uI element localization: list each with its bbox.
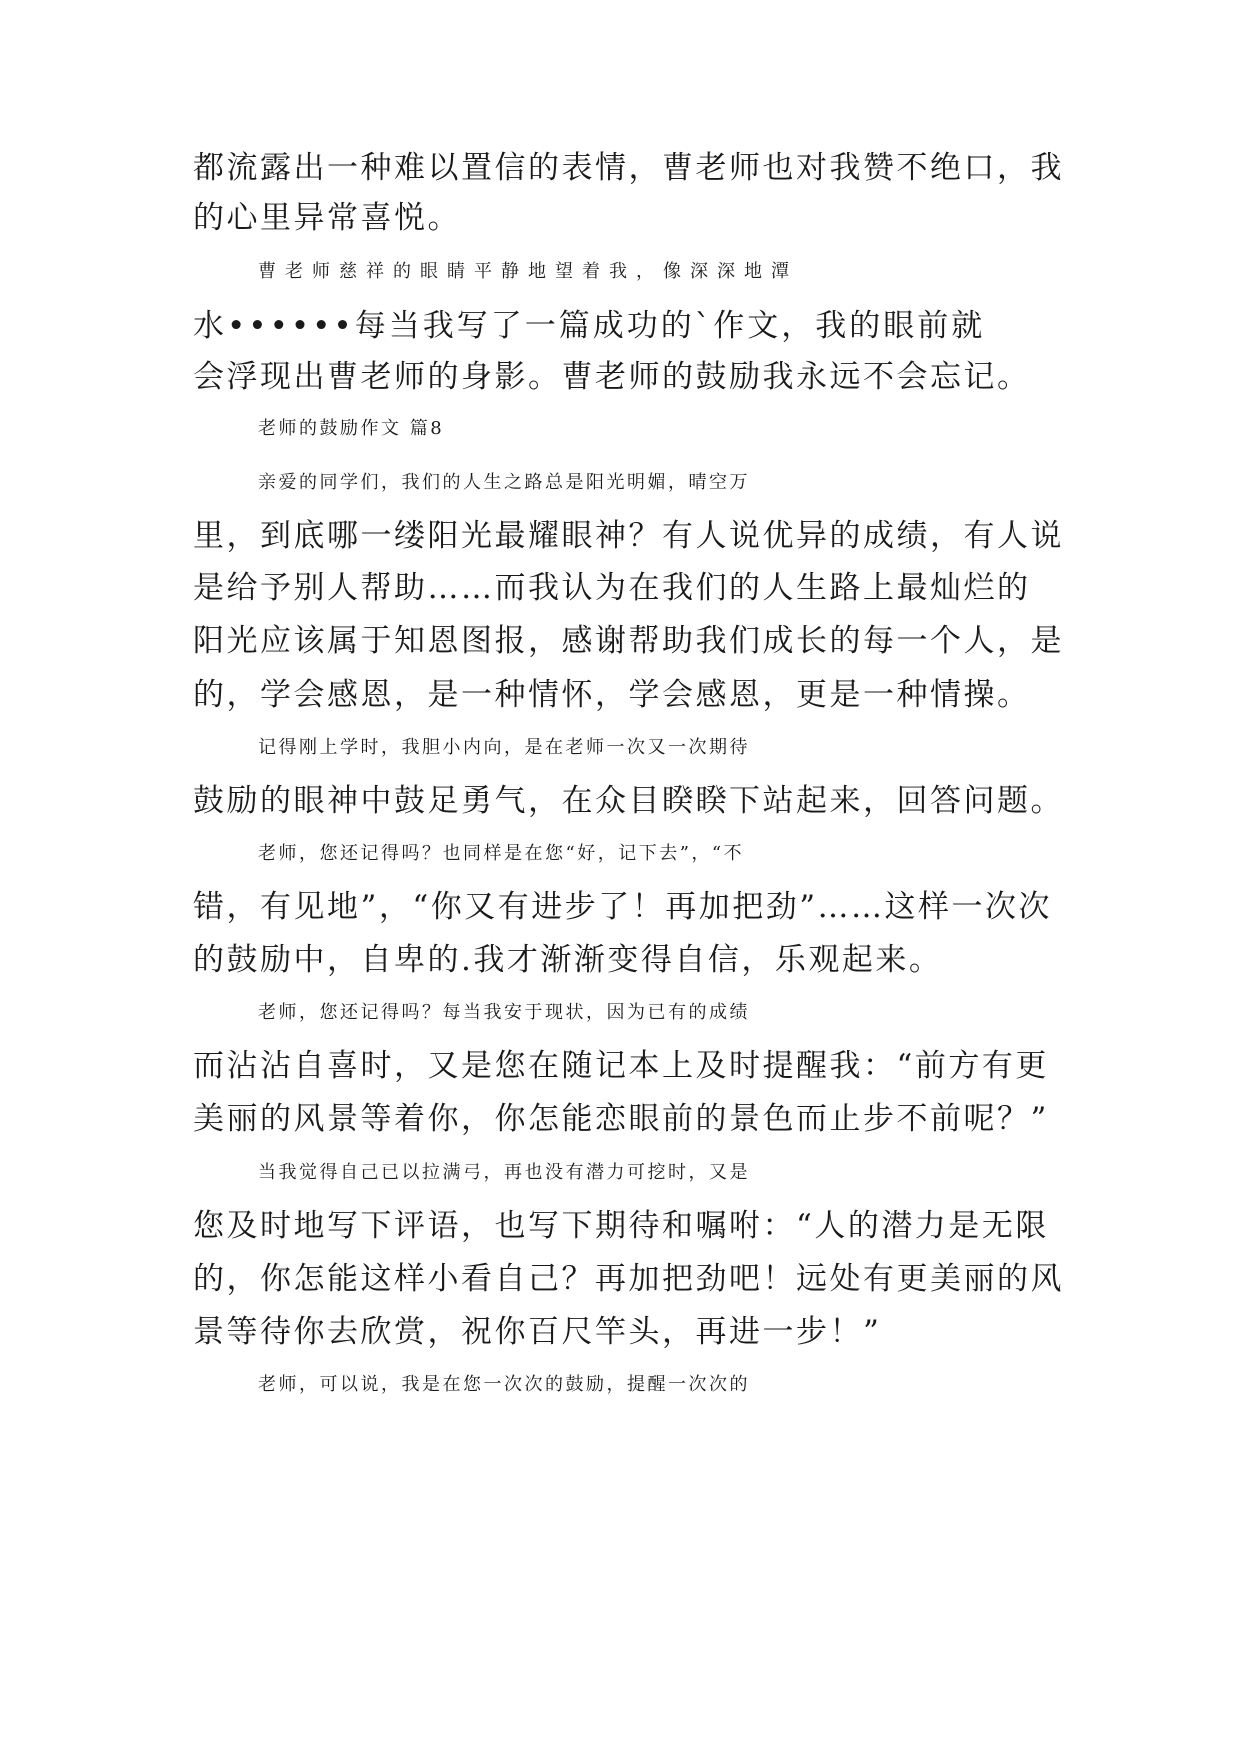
text-line: 曹老师慈祥的眼睛平静地望着我，像深深地潭	[258, 261, 798, 282]
text-line: 而沾沾自喜时，又是您在随记本上及时提醒我：“前方有更	[193, 1048, 1049, 1084]
text-line: 会浮现出曹老师的身影。曹老师的鼓励我永远不会忘记。	[193, 359, 1031, 395]
text-line: 当我觉得自己已以拉满弓，再也没有潜力可挖时，又是	[258, 1162, 750, 1183]
text-line: 是给予别人帮助……而我认为在我们的人生路上最灿烂的	[193, 570, 1031, 606]
text-line: 老师，可以说，我是在您一次次的鼓励，提醒一次次的	[258, 1374, 750, 1395]
text-line: 亲爱的同学们，我们的人生之路总是阳光明媚，晴空万	[258, 472, 750, 493]
section-heading: 老师的鼓励作文 篇8	[258, 418, 445, 439]
text-line: 鼓励的眼神中鼓足勇气，在众目睽睽下站起来，回答问题。	[193, 783, 1064, 819]
text-line: 水••••••每当我写了一篇成功的`作文，我的眼前就	[193, 308, 986, 344]
text-line: 美丽的风景等着你，你怎能恋眼前的景色而止步不前呢？”	[193, 1101, 1049, 1137]
text-line: 记得刚上学时，我胆小内向，是在老师一次又一次期待	[258, 737, 750, 758]
text-line: 错，有见地”，“你又有进步了！再加把劲”……这样一次次	[193, 889, 1053, 925]
text-line: 景等待你去欣赏，祝你百尺竿头，再进一步！”	[193, 1314, 882, 1350]
text-line: 都流露出一种难以置信的表情，曹老师也对我赞不绝口，我	[193, 150, 1064, 186]
text-line: 的心里异常喜悦。	[193, 200, 461, 236]
text-line: 老师，您还记得吗？也同样是在您“好，记下去”，“不	[258, 843, 745, 864]
text-line: 里，到底哪一缕阳光最耀眼神？有人说优异的成绩，有人说	[193, 518, 1064, 554]
text-line: 的，你怎能这样小看自己？再加把劲吧！远处有更美丽的风	[193, 1261, 1064, 1297]
text-line: 阳光应该属于知恩图报，感谢帮助我们成长的每一个人，是	[193, 623, 1064, 659]
text-line: 老师，您还记得吗？每当我安于现状，因为已有的成绩	[258, 1002, 750, 1023]
text-line: 的，学会感恩，是一种情怀，学会感恩，更是一种情操。	[193, 677, 1031, 713]
text-line: 您及时地写下评语，也写下期待和嘱咐：“人的潜力是无限	[193, 1208, 1049, 1244]
text-line: 的鼓励中，自卑的.我才渐渐变得自信，乐观起来。	[193, 942, 943, 978]
